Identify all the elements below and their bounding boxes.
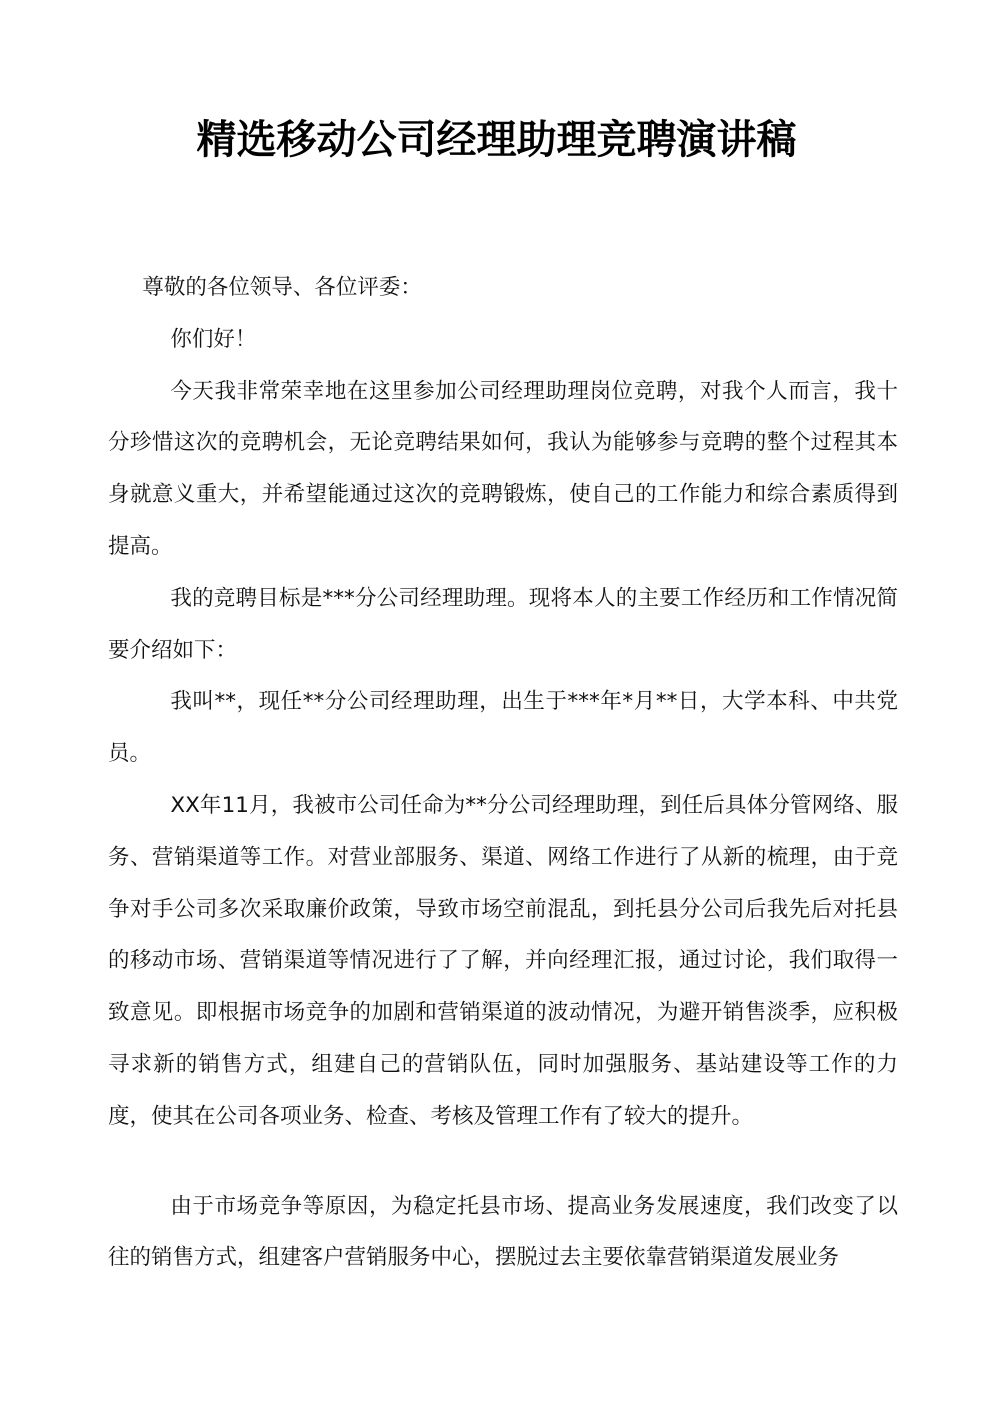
document-body (108, 262, 898, 1284)
paragraph-self-intro: 我叫**，现任**分公司经理助理，出生于***年*月**日，大学本科、中共党员。 (108, 689, 898, 767)
salutation: 尊敬的各位领导、各位评委： (142, 275, 422, 300)
document-title: 精选移动公司经理助理竞聘演讲稿 (196, 117, 797, 163)
paragraph-intro: 今天我非常荣幸地在这里参加公司经理助理岗位竞聘，对我个人而言，我十分珍惜这次的竞聘机会，无论竞聘结果如何，我认为能够参与竞聘的整个过程其本身就意义重大，并希望能通过这次的竞聘锻炼，使自己的工作能力和综合素质得到提高。 (108, 378, 898, 559)
paragraph-greeting: 你们好！ (170, 326, 257, 352)
paragraph-sales-reform: 由于市场竞争等原因，为稳定托县市场、提高业务发展速度，我们改变了以往的销售方式，组建客户营销服务中心，摆脱过去主要依靠营销渠道发展业务 (108, 1193, 898, 1271)
paragraph-goal: 我的竞聘目标是***分公司经理助理。现将本人的主要工作经历和工作情况简要介绍如下： (108, 585, 898, 663)
paragraph-work-history: XX年11月，我被市公司任命为**分公司经理助理，到任后具体分管网络、服务、营销渠道等工作。对营业部服务、渠道、网络工作进行了从新的梳理，由于竞争对手公司多次采取廉价政策，导致市场空前混乱，到托县分公司后我先后对托县的移动市场、营销渠道等情况进行了了解，并向经理汇报，通过讨论，我们取得一致意见。即根据市场竞争的加剧和营销渠道的波动情况，为避开销售淡季，应积极寻求新的销售方式，组建自己的营销队伍，同时加强服务、基站建设等工作的力度，使其在公司各项业务、检查、考核及管理工作有了较大的提升。 (108, 792, 898, 1129)
